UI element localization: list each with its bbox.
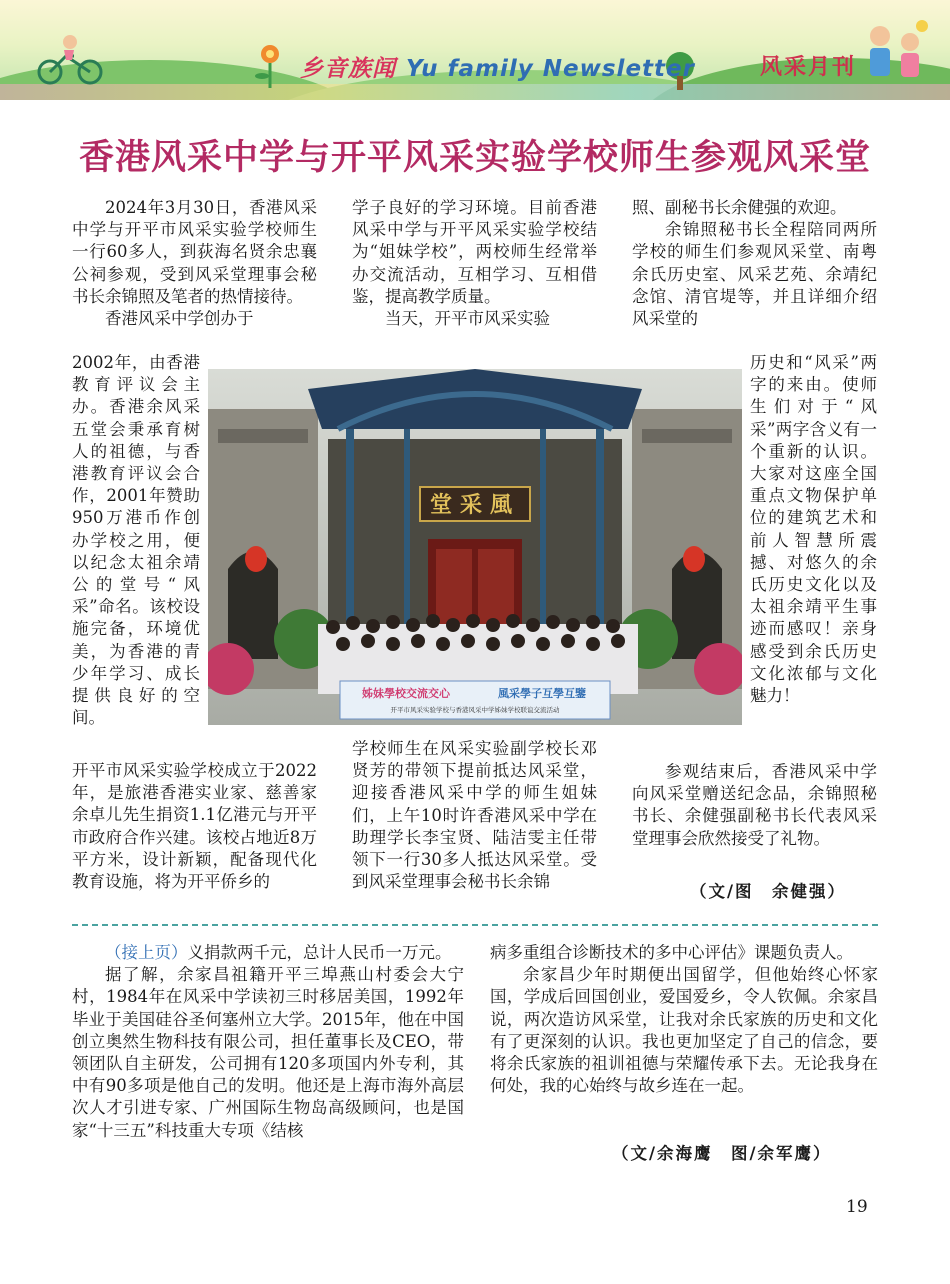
photo-banner-right: 風采學子互學互鑒: [498, 687, 586, 700]
continued-marker: （接上页）: [105, 943, 188, 962]
article-paragraph: 历史和“风采”两字的来由。使师生们对于“风采”两字含义有一个重新的认识。大家对这座全国重点文物保护单位的建筑艺术和前人智慧所震撼、对悠久的余氏历史文化以及太祖余靖平生事迹而感叹！亲身感受到余氏历史文化浓郁与文化魅力！: [750, 353, 877, 706]
article-paragraph: 参观结束后，香港风采中学向风采堂赠送纪念品，余锦照秘书长、余健强副秘书长代表风采堂理事会欣然接受了礼物。: [632, 762, 877, 848]
article-col1-narrow: [72, 352, 200, 729]
article-col3-narrow: [750, 352, 877, 707]
group-photo-drawing: [208, 369, 742, 725]
article-paragraph: 当天，开平市风采实验: [385, 309, 550, 329]
article-col3-bottom: [632, 761, 877, 850]
article-col2-bottom: [352, 738, 597, 893]
bicycle-icon: [36, 30, 106, 86]
continued-right: [490, 942, 878, 1097]
newsletter-title-cn: 乡音族闻: [300, 56, 396, 82]
photo-banner-left: 姊妹學校交流交心: [362, 687, 450, 700]
article-paragraph: 照、副秘书长余健强的欢迎。: [632, 198, 847, 217]
article-paragraph: 学子良好的学习环境。目前香港风采中学与开平风采实验学校结为“姐妹学校”，两校师生经常举办交流活动，互相学习、互相借鉴，提高教学质量。: [352, 198, 597, 306]
section-divider: [72, 924, 878, 926]
newsletter-title: [300, 50, 695, 83]
article-credit: （文/图 余健强）: [690, 882, 847, 901]
photo-banner-sub: 开平市风采实验学校与香港风采中学姊妹学校联谊交流活动: [390, 706, 560, 714]
hall-plaque-text: 堂采風: [429, 492, 521, 518]
article-col1-bottom: [72, 760, 317, 893]
continued-paragraph: 据了解，余家昌祖籍开平三埠燕山村委会大宁村，1984年在风采中学读初三时移居美国，1992年毕业于美国硅谷圣何塞州立大学。2015年，他在中国创立奥然生物科技有限公司，担任董事长及CEO，带领团队自主研发，公司拥有120多项国内外专利，其中有90多项是他自己的发明。他还是上海市海外高层次人才引进专家、广州国际生物岛高级顾问，也是国家“十三五”科技重大专项《结核: [72, 965, 464, 1140]
article-paragraph: 2024年3月30日，香港风采中学与开平市风采实验学校师生一行60多人，到荻海名贤余忠襄公祠参观，受到风采堂理事会秘书长余锦照及笔者的热情接待。: [72, 198, 317, 306]
article-col2-top: [352, 197, 597, 330]
newsletter-title-en: Yu family Newsletter: [406, 56, 695, 82]
article-col3-top: [632, 197, 877, 330]
page-number: 19: [846, 1197, 868, 1217]
article-headline: 香港风采中学与开平风采实验学校师生参观风采堂: [78, 138, 871, 178]
article-paragraph: 2002年，由香港教育评议会主办。香港余风采五堂会秉承育树人的祖德，与香港教育评议会合作，2001年赞助950万港币作创办学校之用，便以纪念太祖余靖公的堂号“风采”命名。该校设施完备，环境优美，为香港的青少年学习、成长提供良好的空间。: [72, 353, 200, 728]
article-paragraph: 学校师生在风采实验副学校长邓贤芳的带领下提前抵达风采堂，迎接香港风采中学的师生姐妹们，上午10时许香港风采中学在助理学长李宝贤、陆洁雯主任带领下一行30多人抵达风采堂。受到风采堂理事会秘书长余锦: [352, 739, 597, 892]
magazine-name: 风采月刊: [760, 55, 857, 80]
header-banner: [0, 0, 950, 100]
flower-icon: [250, 40, 290, 90]
continued-text: 义捐款两千元，总计人民币一万元。: [187, 943, 452, 962]
article-paragraph: 开平市风采实验学校成立于2022年，是旅港香港实业家、慈善家余卓儿先生捐资1.1亿港元与开平市政府合作兴建。该校占地近8万平方米，设计新颖，配备现代化教育设施，将为开平侨乡的: [72, 761, 317, 892]
banner-strip: [0, 84, 950, 100]
continued-credit: （文/余海鹰 图/余军鹰）: [612, 1144, 832, 1163]
continued-left: [72, 942, 464, 1142]
children-icon: [858, 18, 938, 94]
continued-paragraph: [72, 942, 464, 964]
group-photo: [208, 369, 742, 725]
continued-paragraph: 余家昌少年时期便出国留学，但他始终心怀家国，学成后回国创业，爱国爱乡，令人钦佩。余家昌说，两次造访风采堂，让我对余氏家族的历史和文化有了更深刻的认识。我也更加坚定了自己的信念，要将余氏家族的祖训祖德与荣耀传承下去。无论我身在何处，我的心始终与故乡连在一起。: [490, 965, 878, 1096]
continued-paragraph: 病多重组合诊断技术的多中心评估》课题负责人。: [490, 943, 853, 962]
article-paragraph-lead: 香港风采中学创办于: [105, 309, 254, 329]
article-col1-top: [72, 197, 317, 330]
article-paragraph: 余锦照秘书长全程陪同两所学校的师生们参观风采堂、南粤余氏历史室、风采艺苑、余靖纪念馆、清官堤等，并且详细介绍风采堂的: [632, 220, 877, 329]
